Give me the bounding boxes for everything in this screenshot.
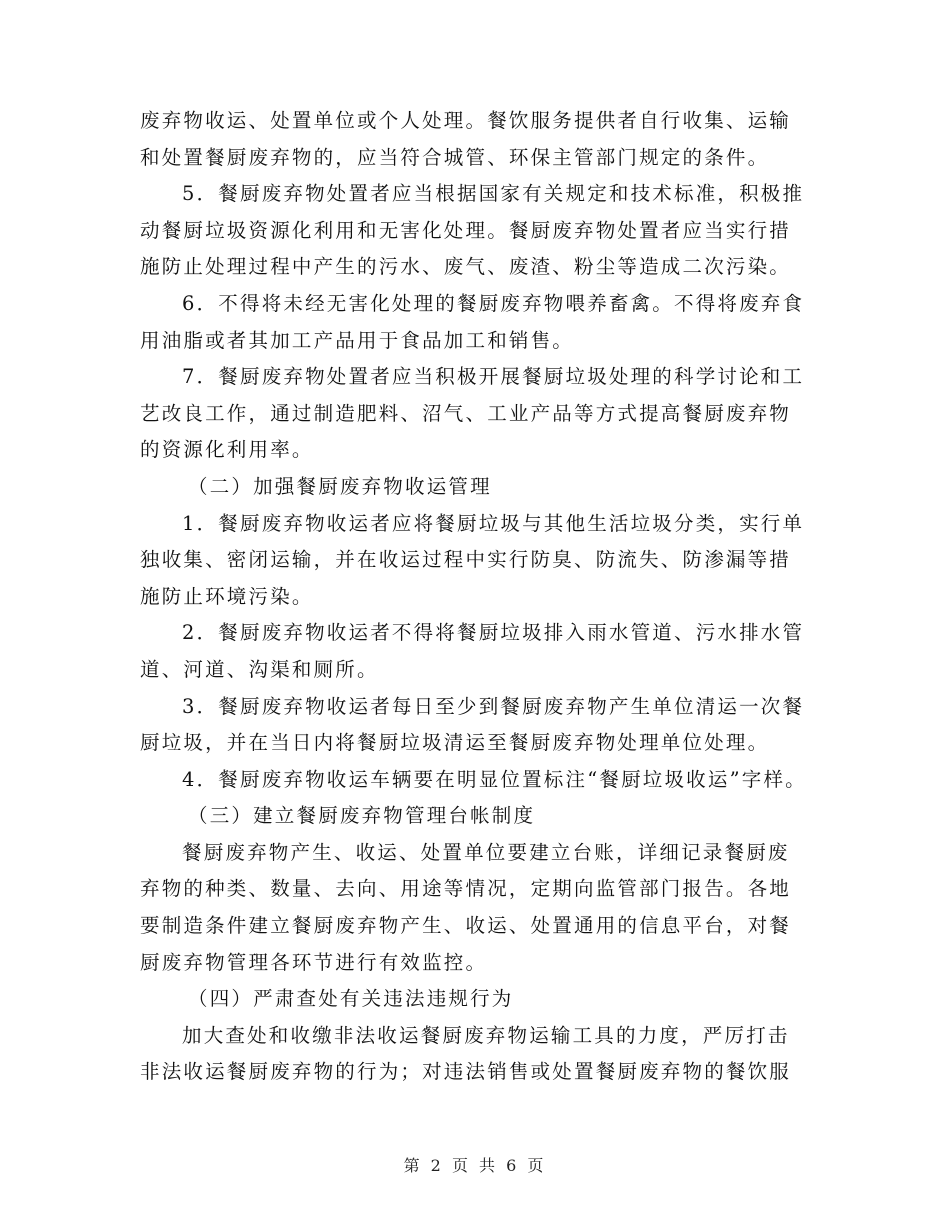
text-line: 3．餐厨废弃物收运者每日至少到餐厨废弃物产生单位清运一次餐 <box>182 694 805 718</box>
text-line: 施防止环境污染。 <box>140 584 314 608</box>
text-line: 4．餐厨废弃物收运车辆要在明显位置标注“餐厨垃圾收运”字样。 <box>182 767 807 791</box>
section-heading: （二）加强餐厨废弃物收运管理 <box>188 474 492 498</box>
text-line: 非法收运餐厨废弃物的行为；对违法销售或处置餐厨废弃物的餐饮服 <box>140 1060 792 1084</box>
text-line: 和处置餐厨废弃物的，应当符合城管、环保主管部门规定的条件。 <box>140 145 770 169</box>
text-line: 厨垃圾，并在当日内将餐厨垃圾清运至餐厨废弃物处理单位处理。 <box>140 731 770 755</box>
text-line: 弃物的种类、数量、去向、用途等情况，定期向监管部门报告。各地 <box>140 877 792 901</box>
text-line: 独收集、密闭运输，并在收运过程中实行防臭、防流失、防渗漏等措 <box>140 548 792 572</box>
text-line: 用油脂或者其加工产品用于食品加工和销售。 <box>140 328 575 352</box>
text-line: 废弃物收运、处置单位或个人处理。餐饮服务提供者自行收集、运输 <box>140 109 792 132</box>
text-line: 厨废弃物管理各环节进行有效监控。 <box>140 950 488 974</box>
section-heading: （三）建立餐厨废弃物管理台帐制度 <box>188 804 536 828</box>
document-body <box>140 103 820 1091</box>
text-line: 艺改良工作，通过制造肥料、沼气、工业产品等方式提高餐厨废弃物 <box>140 401 792 425</box>
text-line: 加大查处和收缴非法收运餐厨废弃物运输工具的力度，严厉打击 <box>182 1023 790 1047</box>
text-line: 动餐厨垃圾资源化利用和无害化处理。餐厨废弃物处置者应当实行措 <box>140 218 792 242</box>
text-line: 施防止处理过程中产生的污水、废气、废渣、粉尘等造成二次污染。 <box>140 255 792 279</box>
text-line: 要制造条件建立餐厨废弃物产生、收运、处置通用的信息平台，对餐 <box>140 914 792 938</box>
text-line: 6．不得将未经无害化处理的餐厨废弃物喂养畜禽。不得将废弃食 <box>182 291 805 315</box>
text-line: 道、河道、沟渠和厕所。 <box>140 657 379 681</box>
text-line: 5．餐厨废弃物处置者应当根据国家有关规定和技术标准，积极推 <box>182 182 805 206</box>
text-line: 2．餐厨废弃物收运者不得将餐厨垃圾排入雨水管道、污水排水管 <box>182 621 805 645</box>
text-line: 餐厨废弃物产生、收运、处置单位要建立台账，详细记录餐厨废 <box>182 840 790 864</box>
page-number: 第 2 页 共 6 页 <box>403 1156 547 1175</box>
text-line: 1．餐厨废弃物收运者应将餐厨垃圾与其他生活垃圾分类，实行单 <box>182 511 805 535</box>
text-line: 7．餐厨废弃物处置者应当积极开展餐厨垃圾处理的科学讨论和工 <box>182 365 805 389</box>
section-heading: （四）严肃查处有关违法违规行为 <box>188 987 514 1011</box>
text-line: 的资源化利用率。 <box>140 438 314 462</box>
